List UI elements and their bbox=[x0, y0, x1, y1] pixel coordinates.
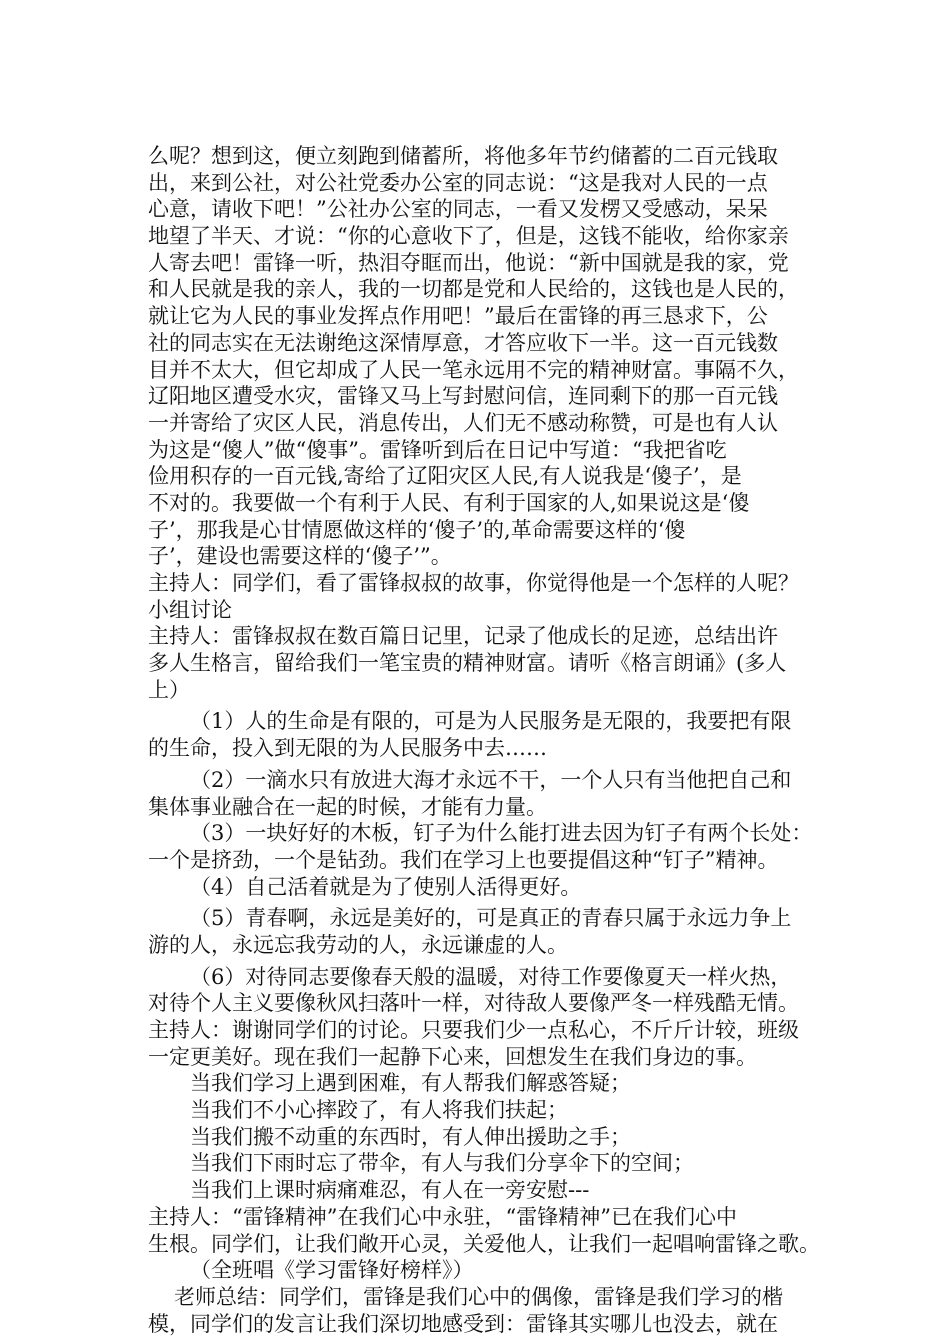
text-line: 一个是挤劲，一个是钻劲。我们在学习上也要提倡这种“钉子”精神。 bbox=[148, 847, 779, 872]
text-line: 出，来到公社，对公社党委办公室的同志说：“这是我对人民的一点 bbox=[148, 170, 768, 195]
text-line: （5）青春啊，永远是美好的，可是真正的青春只属于永远力争上 bbox=[190, 906, 792, 931]
text-line: 人寄去吧！雷锋一听，热泪夺眶而出，他说：“新中国就是我的家，党 bbox=[148, 250, 789, 275]
text-line: 心意，请收下吧！”公社办公室的同志，一看又发楞又受感动，呆呆 bbox=[148, 197, 768, 222]
text-line: 主持人：雷锋叔叔在数百篇日记里，记录了他成长的足迹，总结出许 bbox=[148, 624, 778, 649]
text-line: 集体事业融合在一起的时候，才能有力量。 bbox=[148, 794, 547, 819]
text-line: 子’，建设也需要这样的‘傻子’”。 bbox=[148, 544, 452, 569]
text-line: 子’，那我是心甘情愿做这样的‘傻子’的,革命需要这样的‘傻 bbox=[148, 517, 686, 542]
document-body bbox=[148, 143, 828, 1337]
text-line: （全班唱《学习雷锋好榜样》） bbox=[190, 1258, 474, 1283]
text-line: 生根。同学们，让我们敞开心灵，关爱他人，让我们一起唱响雷锋之歌。 bbox=[148, 1231, 820, 1256]
text-line: 一并寄给了灾区人民，消息传出，人们无不感动称赞，可是也有人认 bbox=[148, 410, 778, 435]
text-line: 小组讨论 bbox=[148, 597, 232, 622]
text-line: （4）自己活着就是为了使别人活得更好。 bbox=[190, 874, 582, 899]
text-line: 模，同学们的发言让我们深切地感受到：雷锋其实哪儿也没去，就在 bbox=[148, 1311, 778, 1336]
text-line: 俭用积存的一百元钱,寄给了辽阳灾区人民,有人说我是‘傻子’，是 bbox=[148, 464, 742, 489]
text-line: 老师总结：同学们，雷锋是我们心中的偶像，雷锋是我们学习的楷 bbox=[174, 1284, 783, 1309]
text-line: 多人生格言，留给我们一笔宝贵的精神财富。请听《格言朗诵》(多人 bbox=[148, 651, 787, 676]
text-line: 当我们学习上遇到困难，有人帮我们解惑答疑； bbox=[190, 1071, 631, 1096]
text-line: 的生命，投入到无限的为人民服务中去…… bbox=[148, 736, 547, 761]
text-line: （6）对待同志要像春天般的温暖，对待工作要像夏天一样火热， bbox=[190, 964, 792, 989]
text-line: 游的人，永远忘我劳动的人，永远谦虚的人。 bbox=[148, 932, 568, 957]
text-line: 对待个人主义要像秋风扫落叶一样，对待敌人要像严冬一样残酷无情。 bbox=[148, 991, 799, 1016]
text-line: 当我们下雨时忘了带伞，有人与我们分享伞下的空间； bbox=[190, 1151, 694, 1176]
text-line: 目并不太大，但它却成了人民一笔永远用不完的精神财富。事隔不久， bbox=[148, 357, 799, 382]
text-line: （1）人的生命是有限的，可是为人民服务是无限的，我要把有限 bbox=[190, 709, 792, 734]
text-line: 当我们搬不动重的东西时，有人伸出援助之手； bbox=[190, 1124, 631, 1149]
text-line: 么呢？想到这，便立刻跑到储蓄所，将他多年节约储蓄的二百元钱取 bbox=[148, 144, 778, 168]
text-line: 地望了半天、才说：“你的心意收下了，但是，这钱不能收，给你家亲 bbox=[148, 224, 789, 249]
text-line: 一定更美好。现在我们一起静下心来，回想发生在我们身边的事。 bbox=[148, 1044, 757, 1069]
text-line: 主持人：“雷锋精神”在我们心中永驻，“雷锋精神”已在我们心中 bbox=[148, 1204, 737, 1229]
text-line: 不对的。我要做一个有利于人民、有利于国家的人,如果说这是‘傻 bbox=[148, 490, 750, 515]
text-line: （2）一滴水只有放进大海才永远不干，一个人只有当他把自己和 bbox=[190, 767, 792, 792]
text-line: 辽阳地区遭受水灾，雷锋又马上写封慰问信，连同剩下的那一百元钱 bbox=[148, 384, 778, 409]
text-line: 社的同志实在无法谢绝这深情厚意，才答应收下一半。这一百元钱数 bbox=[148, 330, 778, 355]
text-line: 主持人：同学们，看了雷锋叔叔的故事，你觉得他是一个怎样的人呢？ bbox=[148, 571, 799, 595]
text-line: 为这是“傻人”做“傻事”。雷锋听到后在日记中写道：“我把省吃 bbox=[148, 437, 727, 462]
text-line: 当我们不小心摔跤了，有人将我们扶起； bbox=[190, 1098, 568, 1123]
text-line: 上） bbox=[148, 677, 190, 702]
text-line: （3）一块好好的木板，钉子为什么能打进去因为钉子有两个长处： bbox=[190, 821, 813, 846]
text-line: 当我们上课时病痛难忍，有人在一旁安慰--- bbox=[190, 1178, 590, 1203]
text-line: 就让它为人民的事业发挥点作用吧！”最后在雷锋的再三恳求下，公 bbox=[148, 304, 768, 329]
text-line: 主持人：谢谢同学们的讨论。只要我们少一点私心，不斤斤计较，班级 bbox=[148, 1018, 799, 1042]
text-line: 和人民就是我的亲人，我的一切都是党和人民给的，这钱也是人民的， bbox=[148, 277, 799, 302]
